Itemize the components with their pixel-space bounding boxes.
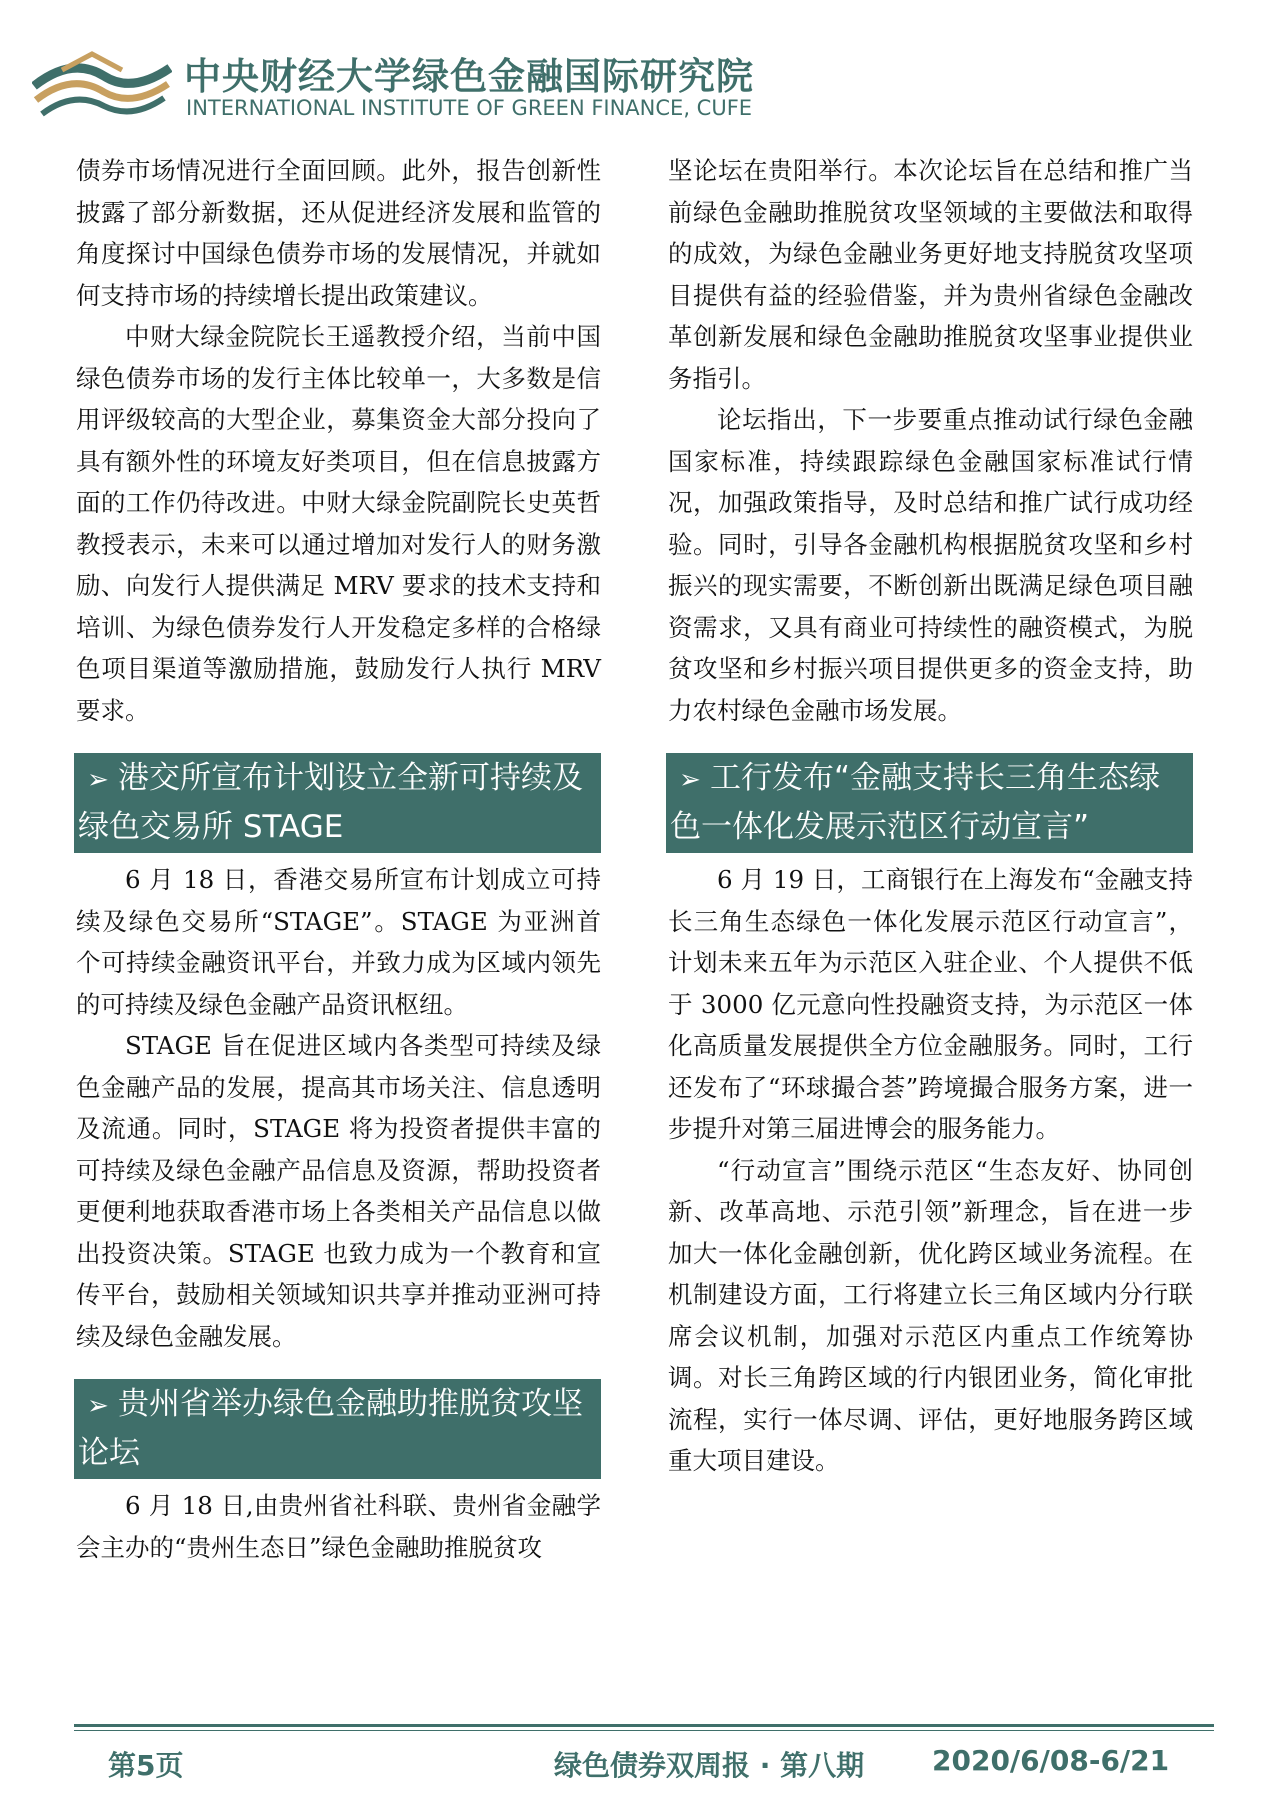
left-column	[76, 150, 601, 1568]
section-heading-text: 贵州省举办绿色金融助推脱贫攻坚论坛	[78, 1386, 583, 1471]
bullet-arrow-icon: ➢	[87, 1391, 109, 1421]
paragraph: 6 月 18 日，香港交易所宣布计划成立可持续及绿色交易所“STAGE”。STAGE 为亚洲首个可持续金融资讯平台，并致力成为区域内领先的可持续及绿色金融产品资讯枢纽。	[76, 865, 601, 1019]
right-column	[668, 150, 1193, 1482]
footer-divider-thin	[74, 1730, 1214, 1731]
bullet-arrow-icon: ➢	[679, 765, 701, 795]
section-heading	[74, 1379, 601, 1479]
section-heading-text: 港交所宣布计划设立全新可持续及绿色交易所 STAGE	[78, 760, 583, 845]
section-heading-text: 工行发布“金融支持长三角生态绿色一体化发展示范区行动宣言”	[670, 760, 1161, 845]
page-header	[32, 42, 792, 124]
paragraph: 中财大绿金院院长王遥教授介绍，当前中国绿色债券市场的发行主体比较单一，大多数是信用评级较高的大型企业，募集资金大部分投向了具有额外性的环境友好类项目，但在信息披露方面的工作仍待改进。中财大绿金院副院长史英哲教授表示，未来可以通过增加对发行人的财务激励、向发行人提供满足 MRV 要求的技术支持和培训、为绿色债券发行人开发稳定多样的合格绿色项目渠道等激励措施，鼓励发行人执行 MRV 要求。	[76, 322, 601, 725]
bullet-arrow-icon: ➢	[87, 765, 109, 795]
iigf-logo-icon	[32, 46, 172, 124]
issue-date: 2020/6/08-6/21	[932, 1744, 1170, 1777]
page-number: 第5页	[108, 1749, 184, 1782]
footer-divider	[74, 1724, 1214, 1727]
paragraph: 6 月 18 日,由贵州省社科联、贵州省金融学会主办的“贵州生态日”绿色金融助推脱贫攻	[76, 1491, 601, 1562]
publication-title: 绿色债券双周报 · 第八期	[554, 1749, 865, 1782]
paragraph: 坚论坛在贵阳举行。本次论坛旨在总结和推广当前绿色金融助推脱贫攻坚领域的主要做法和取得的成效，为绿色金融业务更好地支持脱贫攻坚项目提供有益的经验借鉴，并为贵州省绿色金融改革创新发展和绿色金融助推脱贫攻坚事业提供业务指引。	[668, 156, 1193, 393]
paragraph: 债券市场情况进行全面回顾。此外，报告创新性披露了部分新数据，还从促进经济发展和监管的角度探讨中国绿色债券市场的发展情况，并就如何支持市场的持续增长提出政策建议。	[76, 156, 601, 310]
org-name-cn: 中央财经大学绿色金融国际研究院	[184, 55, 754, 98]
paragraph: 6 月 19 日，工商银行在上海发布“金融支持长三角生态绿色一体化发展示范区行动宣言”，计划未来五年为示范区入驻企业、个人提供不低于 3000 亿元意向性投融资支持，为示范区一体化高质量发展提供全方位金融服务。同时，工行还发布了“环球撮合荟”跨境撮合服务方案，进一步提升对第三届进博会的服务能力。	[668, 865, 1193, 1143]
paragraph: 论坛指出，下一步要重点推动试行绿色金融国家标准，持续跟踪绿色金融国家标准试行情况，加强政策指导，及时总结和推广试行成功经验。同时，引导各金融机构根据脱贫攻坚和乡村振兴的现实需要，不断创新出既满足绿色项目融资需求，又具有商业可持续性的融资模式，为脱贫攻坚和乡村振兴项目提供更多的资金支持，助力农村绿色金融市场发展。	[668, 405, 1193, 725]
section-heading	[666, 753, 1193, 853]
paragraph: STAGE 旨在促进区域内各类型可持续及绿色金融产品的发展，提高其市场关注、信息透明及流通。同时，STAGE 将为投资者提供丰富的可持续及绿色金融产品信息及资源，帮助投资者更便利地获取香港市场上各类相关产品信息以做出投资决策。STAGE 也致力成为一个教育和宣传平台，鼓励相关领域知识共享并推动亚洲可持续及绿色金融发展。	[76, 1031, 601, 1351]
section-heading	[74, 753, 601, 853]
org-name-en: INTERNATIONAL INSTITUTE OF GREEN FINANCE, CUFE	[186, 96, 753, 120]
paragraph: “行动宣言”围绕示范区“生态友好、协同创新、改革高地、示范引领”新理念，旨在进一步加大一体化金融创新，优化跨区域业务流程。在机制建设方面，工行将建立长三角区域内分行联席会议机制，加强对示范区内重点工作统筹协调。对长三角跨区域的行内银团业务，简化审批流程，实行一体尽调、评估，更好地服务跨区域重大项目建设。	[668, 1155, 1193, 1475]
